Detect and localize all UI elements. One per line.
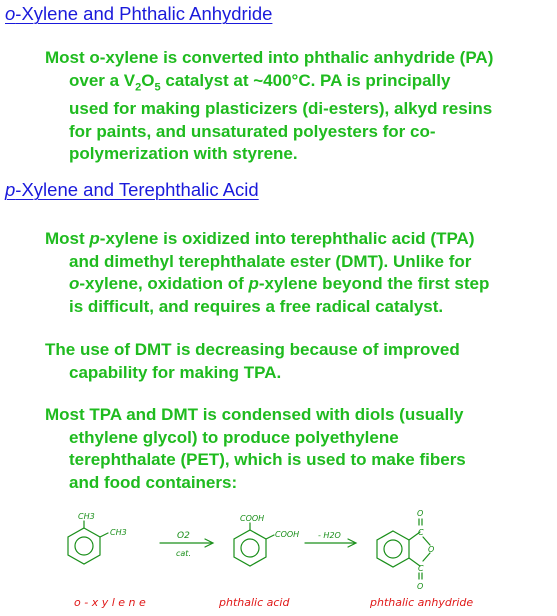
substituent-cooh-top: COOH: [240, 514, 265, 523]
paragraph-terephthalic-acid: [45, 228, 489, 318]
text-line: is difficult, and requires a free radical catalyst.: [69, 296, 444, 316]
substituent-cooh-side: COOH: [275, 530, 300, 539]
benzene-ring-phthalic-acid: [234, 523, 274, 566]
text-span: o: [69, 274, 80, 293]
text-line: and dimethyl terephthalate ester (DMT). Unlike for: [69, 251, 472, 271]
reagent-minus-water: - H2O: [318, 531, 341, 540]
text-line: polymerization with styrene.: [69, 144, 298, 164]
section-heading-o-xylene: [5, 3, 272, 25]
substituent-ch3-side: CH3: [110, 528, 127, 537]
text-span: O: [141, 70, 155, 90]
atom-label: C: [418, 564, 424, 573]
paragraph-pet: [45, 404, 466, 494]
paragraph-dmt: [45, 339, 460, 384]
benzene-ring-o-xylene: [68, 521, 108, 564]
text-span: p: [248, 274, 259, 293]
subscript: 5: [154, 80, 161, 93]
heading-text: -Xylene and Phthalic Anhydride: [15, 3, 273, 24]
label-phthalic-acid: phthalic acid: [219, 596, 290, 609]
atom-label: O: [428, 545, 435, 554]
reagent-o2: O2: [177, 531, 190, 541]
label-phthalic-anhydride: phthalic anhydride: [370, 596, 474, 609]
reaction-scheme: [0, 505, 557, 616]
atom-label: C: [418, 528, 424, 537]
reagent-catalyst: cat.: [176, 549, 191, 558]
text-span: Most: [45, 229, 90, 248]
text-line: terephthalate (PET), which is used to make fibers: [69, 450, 466, 469]
text-span: -xylene, oxidation of: [79, 274, 249, 293]
text-line: for paints, and unsaturated polyesters for co-: [69, 121, 436, 141]
atom-label: O: [417, 509, 424, 518]
text-line: [45, 70, 493, 99]
substituent-ch3-top: CH3: [78, 512, 95, 521]
label-o-xylene: o - x y l e n e: [74, 596, 146, 609]
text-line: Most o-xylene is converted into phthalic anhydride (PA): [45, 48, 494, 67]
text-line: and food containers:: [69, 472, 238, 492]
heading-prefix: p: [5, 179, 16, 200]
reaction-arrow-2: [305, 539, 356, 547]
text-line: The use of DMT is decreasing because of improved: [45, 340, 460, 359]
heading-prefix: o: [5, 3, 16, 24]
text-span: p: [89, 229, 100, 248]
text-span: -xylene beyond the first step: [258, 274, 490, 293]
text-line: ethylene glycol) to produce polyethylene: [69, 427, 399, 447]
atom-label: O: [417, 582, 424, 591]
text-span: catalyst at ~400°C. PA is principally: [160, 70, 451, 90]
text-line: [45, 273, 489, 296]
text-span: over a V: [69, 70, 136, 90]
subscript: 2: [135, 80, 142, 93]
section-heading-p-xylene: [5, 179, 259, 201]
text-line: capability for making TPA.: [69, 362, 282, 382]
heading-text: -Xylene and Terephthalic Acid: [15, 179, 259, 200]
text-span: -xylene is oxidized into terephthalic acid (TPA): [99, 229, 475, 248]
paragraph-phthalic-anhydride: [45, 47, 493, 166]
text-line: used for making plasticizers (di-esters), alkyd resins: [69, 99, 493, 119]
text-line: [45, 228, 489, 251]
text-line: Most TPA and DMT is condensed with diols (usually: [45, 405, 464, 424]
